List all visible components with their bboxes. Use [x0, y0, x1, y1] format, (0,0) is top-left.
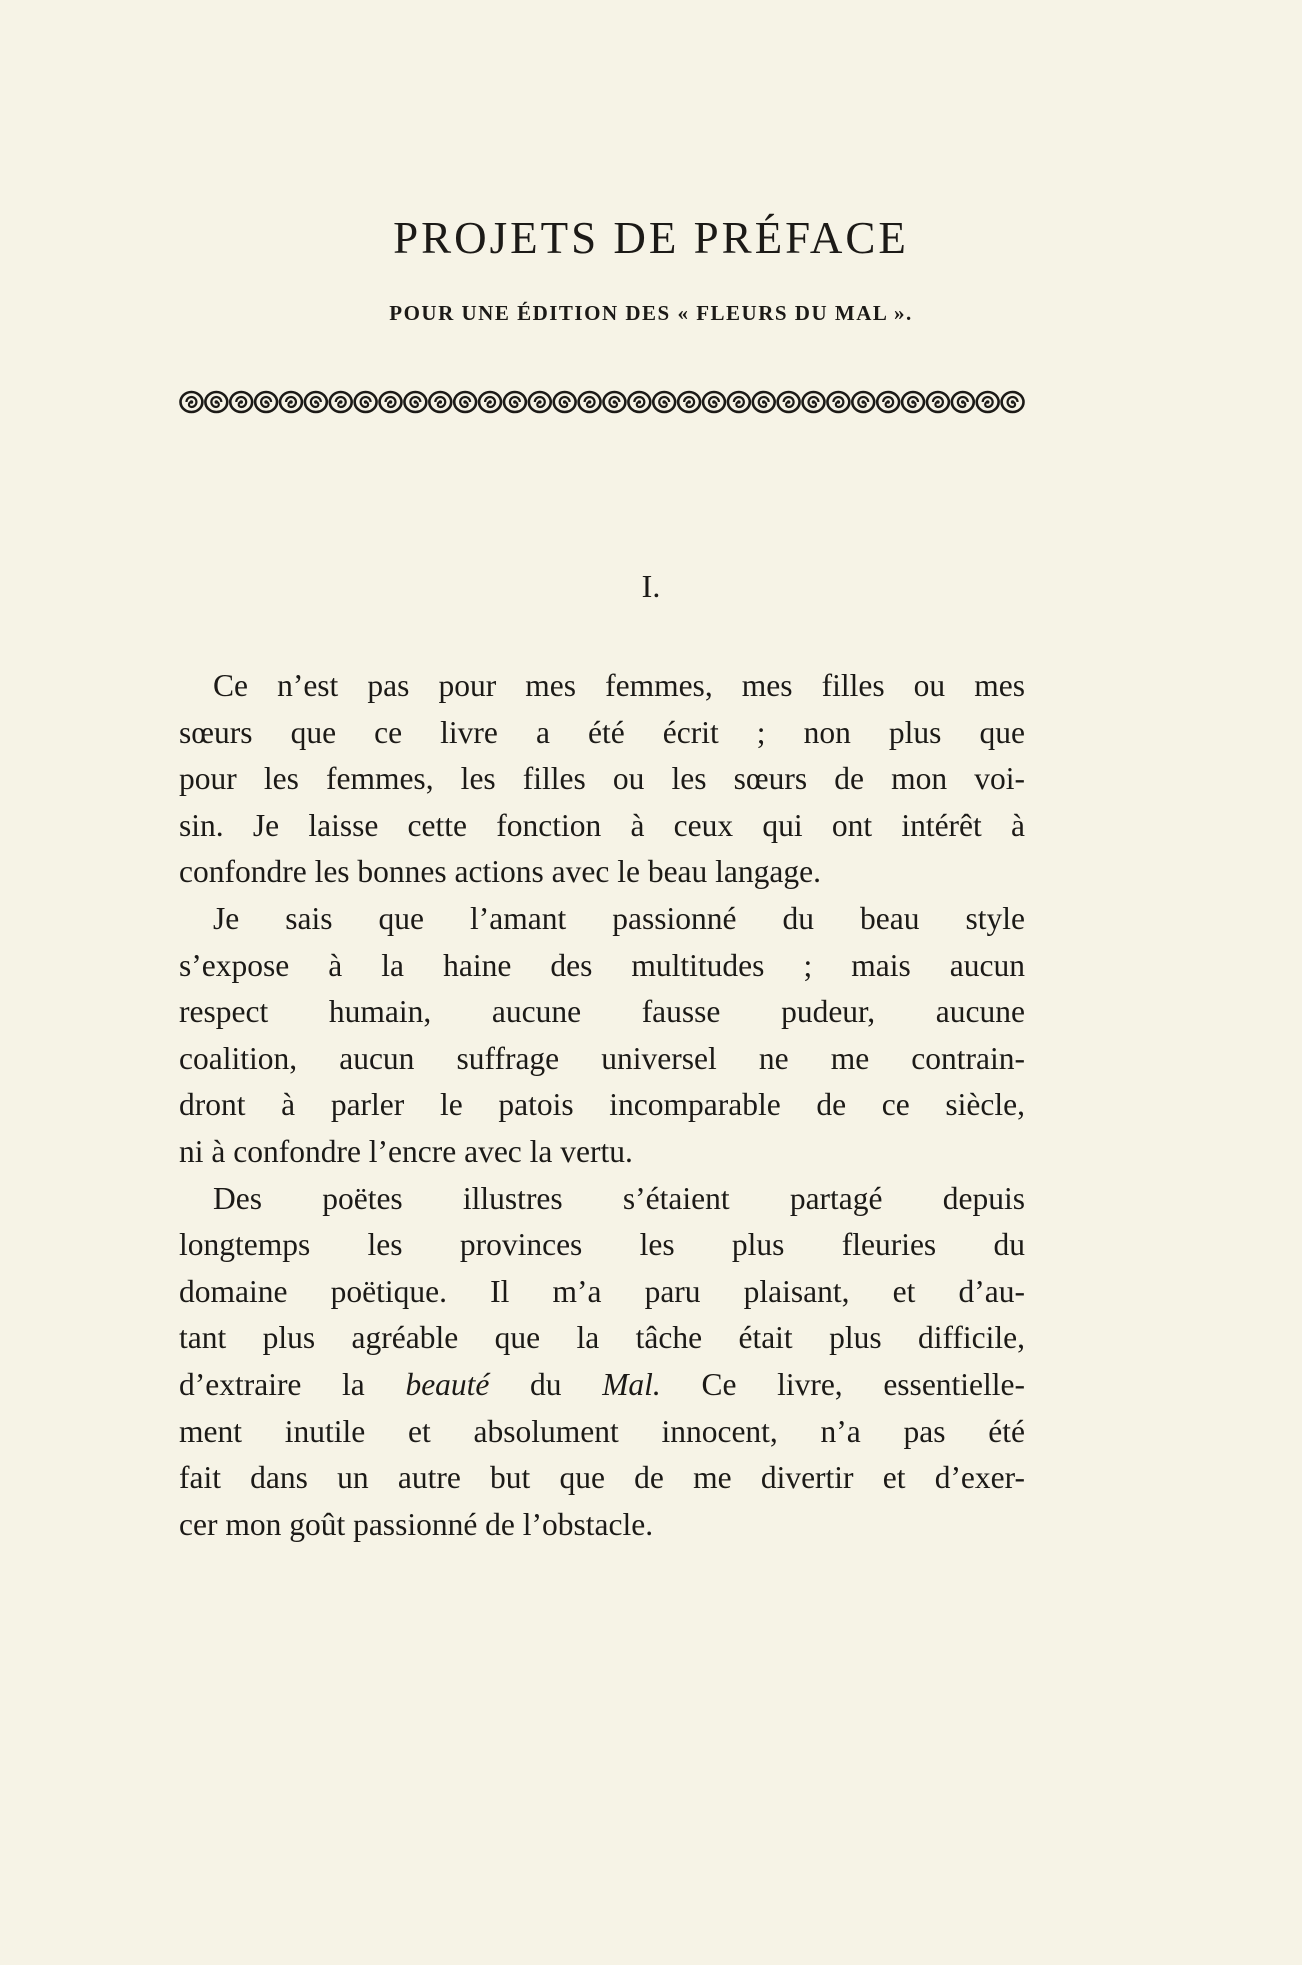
text-line: sin. Je laisse cette fonction à ceux qui ont intérêt à	[179, 807, 1025, 843]
section-number: I.	[641, 568, 661, 604]
page-title: PROJETS DE PRÉFACE	[393, 213, 909, 263]
body-text	[179, 663, 1025, 1548]
text-line: dront à parler le patois incomparable de ce siècle,	[179, 1087, 1025, 1123]
page-subtitle: POUR UNE ÉDITION DES « FLEURS DU MAL ».	[389, 301, 913, 325]
text-line: longtemps les provinces les plus fleuries du	[179, 1227, 1025, 1263]
text-line: respect humain, aucune fausse pudeur, aucune	[179, 994, 1025, 1030]
text-line-with-italics	[179, 1362, 1025, 1409]
text-line: coalition, aucun suffrage universel ne me contrain-	[179, 1040, 1025, 1076]
text-line: domaine poëtique. Il m’a paru plaisant, et d’au-	[179, 1273, 1025, 1309]
italic-word-beaute: beauté	[405, 1366, 490, 1402]
text-fragment: Ce livre, essentielle-	[660, 1366, 1025, 1402]
scroll-ornament-icon	[179, 388, 1025, 416]
text-line: confondre les bonnes actions avec le beau langage.	[179, 854, 821, 890]
text-line: pour les femmes, les filles ou les sœurs de mon voi-	[179, 761, 1025, 797]
text-line: ment inutile et absolument innocent, n’a pas été	[179, 1413, 1025, 1449]
text-line: tant plus agréable que la tâche était plus difficile,	[179, 1320, 1025, 1356]
text-line: fait dans un autre but que de me divertir et d’exer-	[179, 1460, 1025, 1496]
text-line: sœurs que ce livre a été écrit ; non plus que	[179, 714, 1025, 750]
text-line: ni à confondre l’encre avec la vertu.	[179, 1133, 633, 1169]
text-line: s’expose à la haine des multitudes ; mais aucun	[179, 947, 1025, 983]
text-line: Je sais que l’amant passionné du beau style	[213, 900, 1025, 936]
text-line: Des poëtes illustres s’étaient partagé depuis	[213, 1180, 1025, 1216]
text-fragment: du	[489, 1366, 603, 1402]
text-line: cer mon goût passionné de l’obstacle.	[179, 1506, 654, 1542]
text-fragment: d’extraire la	[179, 1366, 406, 1402]
italic-word-mal: Mal.	[602, 1366, 661, 1402]
text-line: Ce n’est pas pour mes femmes, mes filles ou mes	[213, 668, 1025, 703]
